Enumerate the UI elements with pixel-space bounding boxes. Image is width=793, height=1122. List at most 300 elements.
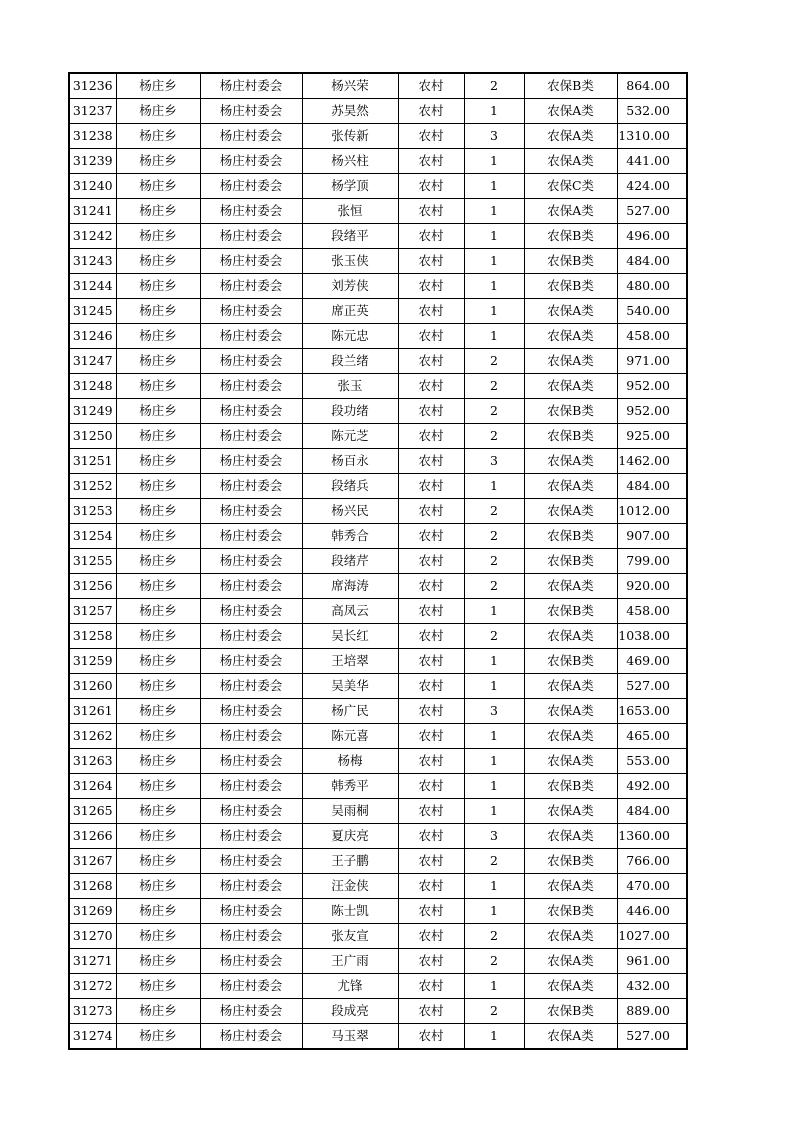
insurance-category-cell: 农保A类 [524,699,617,724]
village-committee-cell: 杨庄村委会 [200,949,302,974]
household-type-cell: 农村 [398,724,464,749]
township-cell: 杨庄乡 [116,949,200,974]
township-cell: 杨庄乡 [116,899,200,924]
insurance-category-cell: 农保A类 [524,199,617,224]
village-committee-cell: 杨庄村委会 [200,224,302,249]
family-size-cell: 2 [464,849,524,874]
family-size-cell: 1 [464,274,524,299]
insurance-category-cell: 农保B类 [524,599,617,624]
amount-cell: 952.00 [617,399,687,424]
township-cell: 杨庄乡 [116,99,200,124]
household-type-cell: 农村 [398,199,464,224]
household-type-cell: 农村 [398,674,464,699]
insurance-category-cell: 农保B类 [524,999,617,1024]
insurance-category-cell: 农保A类 [524,499,617,524]
person-name-cell: 刘芳侠 [302,274,398,299]
township-cell: 杨庄乡 [116,474,200,499]
table-row [69,1024,687,1050]
insurance-category-cell: 农保A类 [524,724,617,749]
family-size-cell: 1 [464,749,524,774]
household-type-cell: 农村 [398,424,464,449]
table-row [69,674,687,699]
record-id-cell: 31243 [69,249,116,274]
amount-cell: 1310.00 [617,124,687,149]
household-type-cell: 农村 [398,824,464,849]
record-id-cell: 31246 [69,324,116,349]
family-size-cell: 1 [464,99,524,124]
amount-cell: 952.00 [617,374,687,399]
person-name-cell: 韩秀平 [302,774,398,799]
person-name-cell: 段成亮 [302,999,398,1024]
township-cell: 杨庄乡 [116,1024,200,1050]
table-row [69,574,687,599]
township-cell: 杨庄乡 [116,674,200,699]
record-id-cell: 31244 [69,274,116,299]
family-size-cell: 1 [464,174,524,199]
township-cell: 杨庄乡 [116,649,200,674]
person-name-cell: 段绪平 [302,224,398,249]
insurance-category-cell: 农保A类 [524,749,617,774]
table-row [69,199,687,224]
household-type-cell: 农村 [398,924,464,949]
insurance-category-cell: 农保A类 [524,874,617,899]
table-row [69,149,687,174]
person-name-cell: 段兰绪 [302,349,398,374]
person-name-cell: 席海涛 [302,574,398,599]
record-id-cell: 31262 [69,724,116,749]
amount-cell: 484.00 [617,474,687,499]
township-cell: 杨庄乡 [116,624,200,649]
amount-cell: 1360.00 [617,824,687,849]
table-row [69,899,687,924]
family-size-cell: 1 [464,299,524,324]
township-cell: 杨庄乡 [116,249,200,274]
village-committee-cell: 杨庄村委会 [200,174,302,199]
amount-cell: 864.00 [617,73,687,99]
village-committee-cell: 杨庄村委会 [200,749,302,774]
village-committee-cell: 杨庄村委会 [200,699,302,724]
household-type-cell: 农村 [398,474,464,499]
family-size-cell: 2 [464,499,524,524]
person-name-cell: 杨学顶 [302,174,398,199]
table-row [69,449,687,474]
table-row [69,174,687,199]
township-cell: 杨庄乡 [116,849,200,874]
person-name-cell: 段绪芹 [302,549,398,574]
person-name-cell: 段绪兵 [302,474,398,499]
household-type-cell: 农村 [398,949,464,974]
village-committee-cell: 杨庄村委会 [200,124,302,149]
insurance-category-cell: 农保A类 [524,949,617,974]
township-cell: 杨庄乡 [116,774,200,799]
record-id-cell: 31261 [69,699,116,724]
village-committee-cell: 杨庄村委会 [200,724,302,749]
record-id-cell: 31260 [69,674,116,699]
record-id-cell: 31271 [69,949,116,974]
table-row [69,549,687,574]
record-id-cell: 31259 [69,649,116,674]
amount-cell: 484.00 [617,249,687,274]
record-id-cell: 31267 [69,849,116,874]
amount-cell: 480.00 [617,274,687,299]
amount-cell: 527.00 [617,199,687,224]
household-type-cell: 农村 [398,699,464,724]
person-name-cell: 张传新 [302,124,398,149]
record-id-cell: 31258 [69,624,116,649]
record-id-cell: 31266 [69,824,116,849]
data-table [68,72,688,1050]
insurance-category-cell: 农保A类 [524,1024,617,1050]
table-row [69,399,687,424]
household-type-cell: 农村 [398,574,464,599]
household-type-cell: 农村 [398,649,464,674]
household-type-cell: 农村 [398,274,464,299]
table-row [69,924,687,949]
table-row [69,699,687,724]
insurance-category-cell: 农保A类 [524,824,617,849]
insurance-category-cell: 农保B类 [524,274,617,299]
family-size-cell: 1 [464,774,524,799]
family-size-cell: 2 [464,73,524,99]
village-committee-cell: 杨庄村委会 [200,199,302,224]
record-id-cell: 31253 [69,499,116,524]
record-id-cell: 31241 [69,199,116,224]
household-type-cell: 农村 [398,549,464,574]
table-row [69,324,687,349]
household-type-cell: 农村 [398,499,464,524]
table-row [69,799,687,824]
village-committee-cell: 杨庄村委会 [200,349,302,374]
family-size-cell: 2 [464,399,524,424]
household-type-cell: 农村 [398,799,464,824]
person-name-cell: 王广雨 [302,949,398,974]
household-type-cell: 农村 [398,449,464,474]
person-name-cell: 杨广民 [302,699,398,724]
township-cell: 杨庄乡 [116,749,200,774]
family-size-cell: 1 [464,974,524,999]
person-name-cell: 汪金侠 [302,874,398,899]
village-committee-cell: 杨庄村委会 [200,649,302,674]
township-cell: 杨庄乡 [116,399,200,424]
person-name-cell: 马玉翠 [302,1024,398,1050]
township-cell: 杨庄乡 [116,599,200,624]
record-id-cell: 31238 [69,124,116,149]
amount-cell: 920.00 [617,574,687,599]
record-id-cell: 31263 [69,749,116,774]
township-cell: 杨庄乡 [116,574,200,599]
household-type-cell: 农村 [398,349,464,374]
person-name-cell: 吴长红 [302,624,398,649]
person-name-cell: 杨兴民 [302,499,398,524]
village-committee-cell: 杨庄村委会 [200,774,302,799]
township-cell: 杨庄乡 [116,124,200,149]
table-row [69,749,687,774]
village-committee-cell: 杨庄村委会 [200,824,302,849]
household-type-cell: 农村 [398,749,464,774]
household-type-cell: 农村 [398,599,464,624]
township-cell: 杨庄乡 [116,799,200,824]
household-type-cell: 农村 [398,99,464,124]
village-committee-cell: 杨庄村委会 [200,849,302,874]
record-id-cell: 31274 [69,1024,116,1050]
township-cell: 杨庄乡 [116,374,200,399]
record-id-cell: 31268 [69,874,116,899]
record-id-cell: 31236 [69,73,116,99]
person-name-cell: 韩秀合 [302,524,398,549]
amount-cell: 1027.00 [617,924,687,949]
family-size-cell: 2 [464,574,524,599]
township-cell: 杨庄乡 [116,349,200,374]
table-row [69,499,687,524]
household-type-cell: 农村 [398,124,464,149]
insurance-category-cell: 农保A类 [524,324,617,349]
family-size-cell: 3 [464,124,524,149]
household-type-cell: 农村 [398,974,464,999]
township-cell: 杨庄乡 [116,73,200,99]
family-size-cell: 3 [464,449,524,474]
village-committee-cell: 杨庄村委会 [200,274,302,299]
record-id-cell: 31252 [69,474,116,499]
insurance-category-cell: 农保A类 [524,349,617,374]
table-row [69,73,687,99]
village-committee-cell: 杨庄村委会 [200,149,302,174]
village-committee-cell: 杨庄村委会 [200,974,302,999]
insurance-category-cell: 农保A类 [524,924,617,949]
amount-cell: 432.00 [617,974,687,999]
person-name-cell: 夏庆亮 [302,824,398,849]
village-committee-cell: 杨庄村委会 [200,599,302,624]
insurance-category-cell: 农保A类 [524,474,617,499]
household-type-cell: 农村 [398,224,464,249]
table-row [69,774,687,799]
person-name-cell: 席正英 [302,299,398,324]
person-name-cell: 陈元喜 [302,724,398,749]
table-row [69,299,687,324]
person-name-cell: 吴雨桐 [302,799,398,824]
person-name-cell: 苏昊然 [302,99,398,124]
family-size-cell: 3 [464,824,524,849]
person-name-cell: 张玉 [302,374,398,399]
person-name-cell: 张友宣 [302,924,398,949]
household-type-cell: 农村 [398,174,464,199]
table-row [69,274,687,299]
record-id-cell: 31245 [69,299,116,324]
table-row [69,974,687,999]
family-size-cell: 2 [464,524,524,549]
person-name-cell: 王子鹏 [302,849,398,874]
person-name-cell: 段功绪 [302,399,398,424]
amount-cell: 766.00 [617,849,687,874]
amount-cell: 1012.00 [617,499,687,524]
village-committee-cell: 杨庄村委会 [200,899,302,924]
amount-cell: 1038.00 [617,624,687,649]
insurance-category-cell: 农保B类 [524,73,617,99]
township-cell: 杨庄乡 [116,449,200,474]
record-id-cell: 31239 [69,149,116,174]
table-row [69,949,687,974]
amount-cell: 799.00 [617,549,687,574]
record-id-cell: 31264 [69,774,116,799]
family-size-cell: 1 [464,224,524,249]
family-size-cell: 2 [464,624,524,649]
record-id-cell: 31269 [69,899,116,924]
amount-cell: 527.00 [617,674,687,699]
insurance-category-cell: 农保A类 [524,99,617,124]
insurance-category-cell: 农保A类 [524,124,617,149]
village-committee-cell: 杨庄村委会 [200,574,302,599]
village-committee-cell: 杨庄村委会 [200,99,302,124]
person-name-cell: 王培翠 [302,649,398,674]
record-id-cell: 31255 [69,549,116,574]
township-cell: 杨庄乡 [116,499,200,524]
family-size-cell: 1 [464,149,524,174]
township-cell: 杨庄乡 [116,874,200,899]
township-cell: 杨庄乡 [116,324,200,349]
amount-cell: 1462.00 [617,449,687,474]
record-id-cell: 31248 [69,374,116,399]
family-size-cell: 1 [464,249,524,274]
insurance-category-cell: 农保C类 [524,174,617,199]
insurance-category-cell: 农保A类 [524,799,617,824]
township-cell: 杨庄乡 [116,549,200,574]
amount-cell: 496.00 [617,224,687,249]
village-committee-cell: 杨庄村委会 [200,999,302,1024]
township-cell: 杨庄乡 [116,174,200,199]
township-cell: 杨庄乡 [116,424,200,449]
insurance-category-cell: 农保B类 [524,249,617,274]
person-name-cell: 尤锋 [302,974,398,999]
village-committee-cell: 杨庄村委会 [200,549,302,574]
table-row [69,649,687,674]
family-size-cell: 1 [464,674,524,699]
person-name-cell: 杨兴荣 [302,73,398,99]
family-size-cell: 3 [464,699,524,724]
township-cell: 杨庄乡 [116,524,200,549]
township-cell: 杨庄乡 [116,824,200,849]
household-type-cell: 农村 [398,374,464,399]
village-committee-cell: 杨庄村委会 [200,399,302,424]
township-cell: 杨庄乡 [116,724,200,749]
family-size-cell: 1 [464,899,524,924]
household-type-cell: 农村 [398,73,464,99]
village-committee-cell: 杨庄村委会 [200,249,302,274]
village-committee-cell: 杨庄村委会 [200,299,302,324]
township-cell: 杨庄乡 [116,274,200,299]
amount-cell: 446.00 [617,899,687,924]
insurance-category-cell: 农保A类 [524,149,617,174]
household-type-cell: 农村 [398,624,464,649]
person-name-cell: 陈元忠 [302,324,398,349]
village-committee-cell: 杨庄村委会 [200,674,302,699]
family-size-cell: 1 [464,324,524,349]
amount-cell: 553.00 [617,749,687,774]
family-size-cell: 2 [464,924,524,949]
table-row [69,599,687,624]
village-committee-cell: 杨庄村委会 [200,424,302,449]
amount-cell: 532.00 [617,99,687,124]
family-size-cell: 1 [464,724,524,749]
household-type-cell: 农村 [398,899,464,924]
table-row [69,724,687,749]
insurance-category-cell: 农保A类 [524,449,617,474]
table-row [69,999,687,1024]
table-row [69,824,687,849]
family-size-cell: 1 [464,199,524,224]
record-id-cell: 31256 [69,574,116,599]
family-size-cell: 1 [464,874,524,899]
table-row [69,524,687,549]
person-name-cell: 杨梅 [302,749,398,774]
insurance-category-cell: 农保A类 [524,624,617,649]
table-row [69,874,687,899]
amount-cell: 971.00 [617,349,687,374]
record-id-cell: 31265 [69,799,116,824]
family-size-cell: 2 [464,374,524,399]
village-committee-cell: 杨庄村委会 [200,474,302,499]
village-committee-cell: 杨庄村委会 [200,449,302,474]
village-committee-cell: 杨庄村委会 [200,1024,302,1050]
record-id-cell: 31242 [69,224,116,249]
person-name-cell: 张玉侠 [302,249,398,274]
township-cell: 杨庄乡 [116,199,200,224]
insurance-category-cell: 农保B类 [524,524,617,549]
amount-cell: 527.00 [617,1024,687,1050]
record-id-cell: 31247 [69,349,116,374]
insurance-category-cell: 农保B类 [524,399,617,424]
family-size-cell: 1 [464,799,524,824]
household-type-cell: 农村 [398,324,464,349]
township-cell: 杨庄乡 [116,299,200,324]
family-size-cell: 2 [464,549,524,574]
record-id-cell: 31270 [69,924,116,949]
amount-cell: 441.00 [617,149,687,174]
village-committee-cell: 杨庄村委会 [200,924,302,949]
table-row [69,249,687,274]
person-name-cell: 吴美华 [302,674,398,699]
township-cell: 杨庄乡 [116,974,200,999]
amount-cell: 458.00 [617,324,687,349]
insurance-category-cell: 农保A类 [524,374,617,399]
amount-cell: 1653.00 [617,699,687,724]
village-committee-cell: 杨庄村委会 [200,73,302,99]
person-name-cell: 张恒 [302,199,398,224]
record-id-cell: 31240 [69,174,116,199]
insurance-category-cell: 农保B类 [524,649,617,674]
village-committee-cell: 杨庄村委会 [200,374,302,399]
record-id-cell: 31257 [69,599,116,624]
village-committee-cell: 杨庄村委会 [200,524,302,549]
person-name-cell: 高凤云 [302,599,398,624]
insurance-category-cell: 农保B类 [524,424,617,449]
family-size-cell: 2 [464,349,524,374]
family-size-cell: 2 [464,999,524,1024]
household-type-cell: 农村 [398,149,464,174]
table-row [69,849,687,874]
amount-cell: 458.00 [617,599,687,624]
household-type-cell: 农村 [398,249,464,274]
data-table-container [68,72,688,1050]
amount-cell: 424.00 [617,174,687,199]
person-name-cell: 陈士凯 [302,899,398,924]
person-name-cell: 杨百永 [302,449,398,474]
family-size-cell: 1 [464,649,524,674]
table-body [69,73,687,1049]
amount-cell: 469.00 [617,649,687,674]
township-cell: 杨庄乡 [116,149,200,174]
insurance-category-cell: 农保B类 [524,774,617,799]
amount-cell: 540.00 [617,299,687,324]
table-row [69,424,687,449]
